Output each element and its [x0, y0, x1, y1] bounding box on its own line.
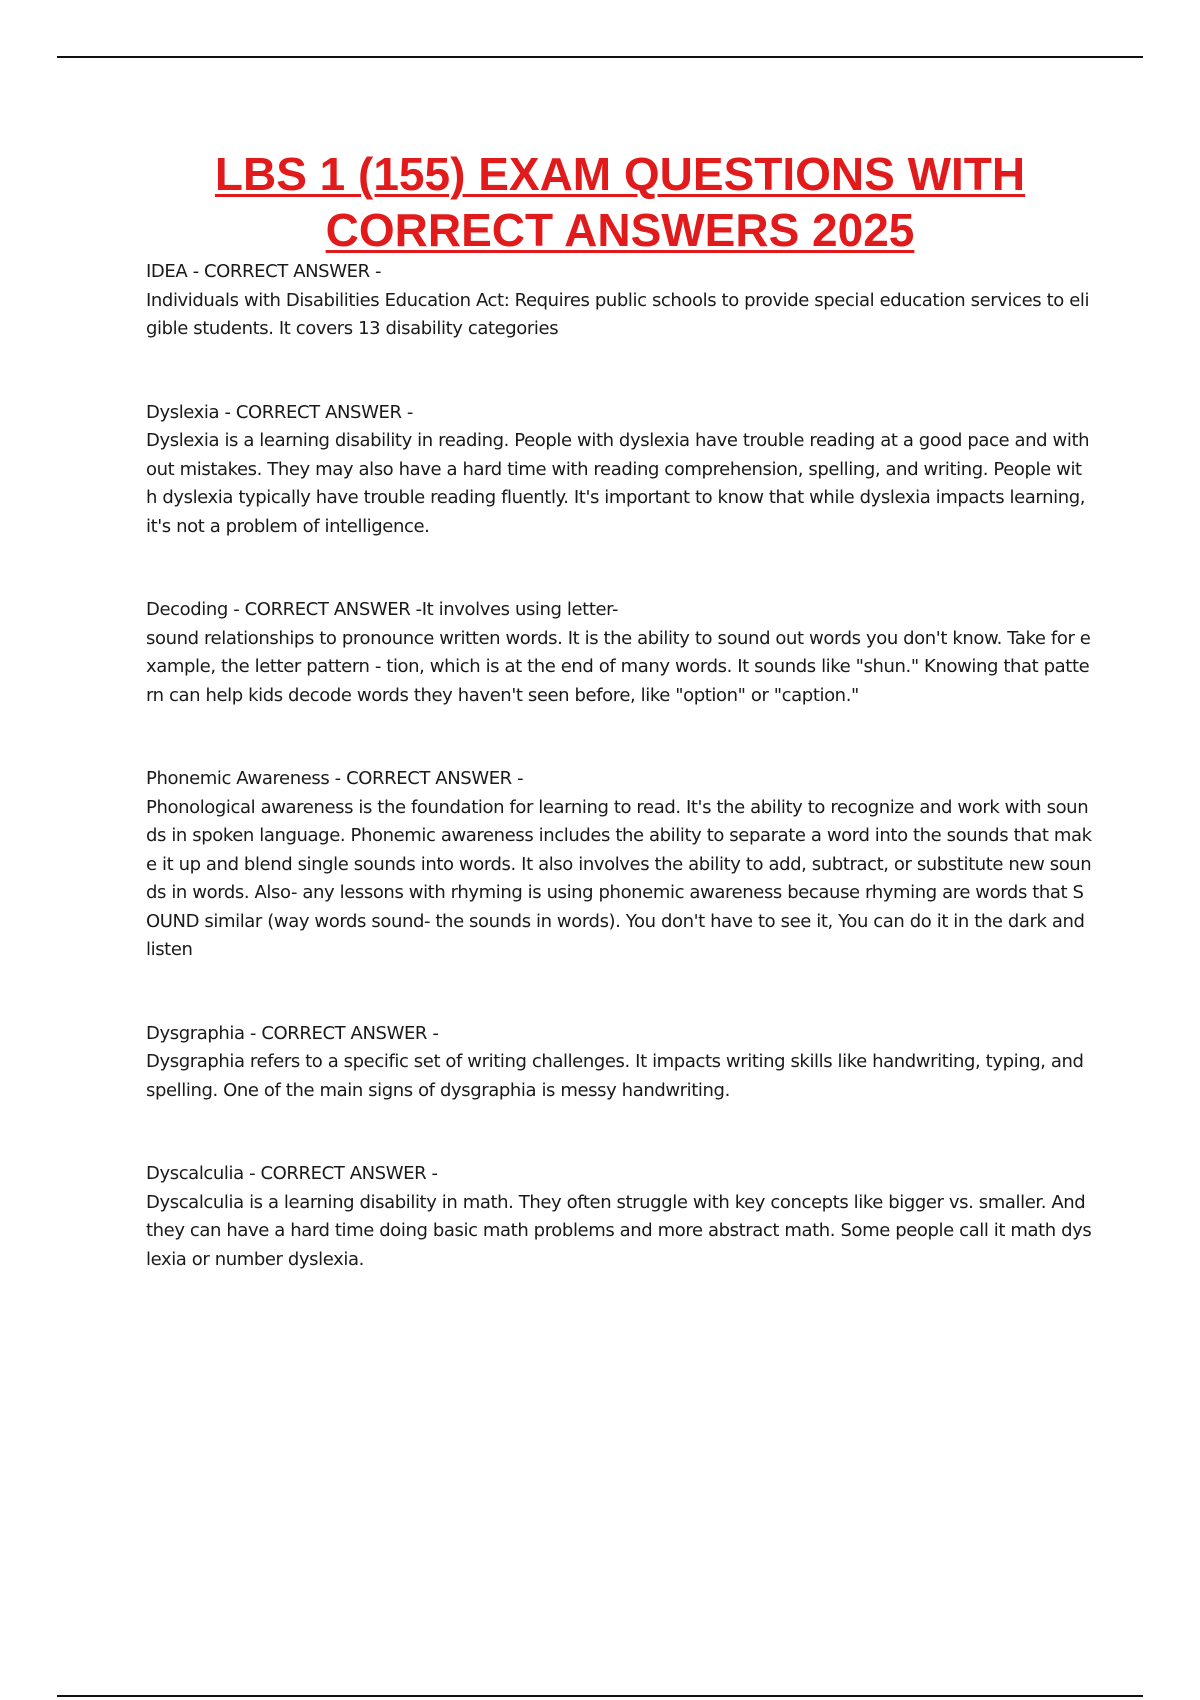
qa-entry-dyslexia	[146, 399, 1092, 542]
qa-term: Decoding - CORRECT ANSWER -It involves using letter-	[146, 599, 619, 620]
bottom-rule	[57, 1695, 1143, 1697]
title-line-2: CORRECT ANSWERS 2025	[325, 204, 915, 256]
qa-term: Dyscalculia - CORRECT ANSWER -	[146, 1163, 438, 1184]
qa-answer: Individuals with Disabilities Education Act: Requires public schools to provide special education services to eligible students. It covers 13 disability categories	[146, 289, 1090, 339]
qa-term: Phonemic Awareness - CORRECT ANSWER -	[146, 768, 524, 789]
document-title	[120, 146, 1120, 258]
qa-term: IDEA - CORRECT ANSWER -	[146, 261, 382, 282]
qa-entry-dysgraphia	[146, 1020, 1092, 1106]
qa-entry-phonemic-awareness	[146, 765, 1092, 965]
qa-entry-decoding	[146, 596, 1092, 710]
qa-list	[146, 258, 1092, 1274]
qa-answer: Dysgraphia refers to a specific set of writing challenges. It impacts writing skills like handwriting, typing, and spelling. One of the main signs of dysgraphia is messy handwriting.	[146, 1051, 1084, 1101]
qa-answer: Dyslexia is a learning disability in reading. People with dyslexia have trouble reading at a good pace and without mistakes. They may also have a hard time with reading comprehension, spelling, and writing. People with dyslexia typically have trouble reading fluently. It's important to know that while dyslexia impacts learning, it's not a problem of intelligence.	[146, 430, 1090, 537]
qa-entry-idea	[146, 258, 1092, 344]
qa-term: Dyslexia - CORRECT ANSWER -	[146, 401, 413, 423]
top-rule	[57, 56, 1143, 58]
qa-entry-dyscalculia	[146, 1160, 1092, 1274]
qa-term: Dysgraphia - CORRECT ANSWER -	[146, 1022, 439, 1044]
qa-answer: Phonological awareness is the foundation for learning to read. It's the ability to recognize and work with sounds in spoken language. Phonemic awareness includes the ability to separate a word into the sounds that make it up and blend single sounds into words. It also involves the ability to add, subtract, or substitute new sounds in words. Also- any lessons with rhyming is using phonemic awareness because rhyming are words that SOUND similar (way words sound- the sounds in words). You don't have to see it, You can do it in the dark and listen	[146, 796, 1092, 960]
qa-answer: sound relationships to pronounce written words. It is the ability to sound out words you don't know. Take for example, the letter pattern - tion, which is at the end of many words. It sounds like "shun." Knowing that pattern can help kids decode words they haven't seen before, like "option" or "caption."	[146, 627, 1091, 706]
qa-answer: Dyscalculia is a learning disability in math. They often struggle with key concepts like bigger vs. smaller. And they can have a hard time doing basic math problems and more abstract math. Some people call it math dyslexia or number dyslexia.	[146, 1191, 1092, 1270]
title-line-1: LBS 1 (155) EXAM QUESTIONS WITH	[214, 148, 1026, 200]
